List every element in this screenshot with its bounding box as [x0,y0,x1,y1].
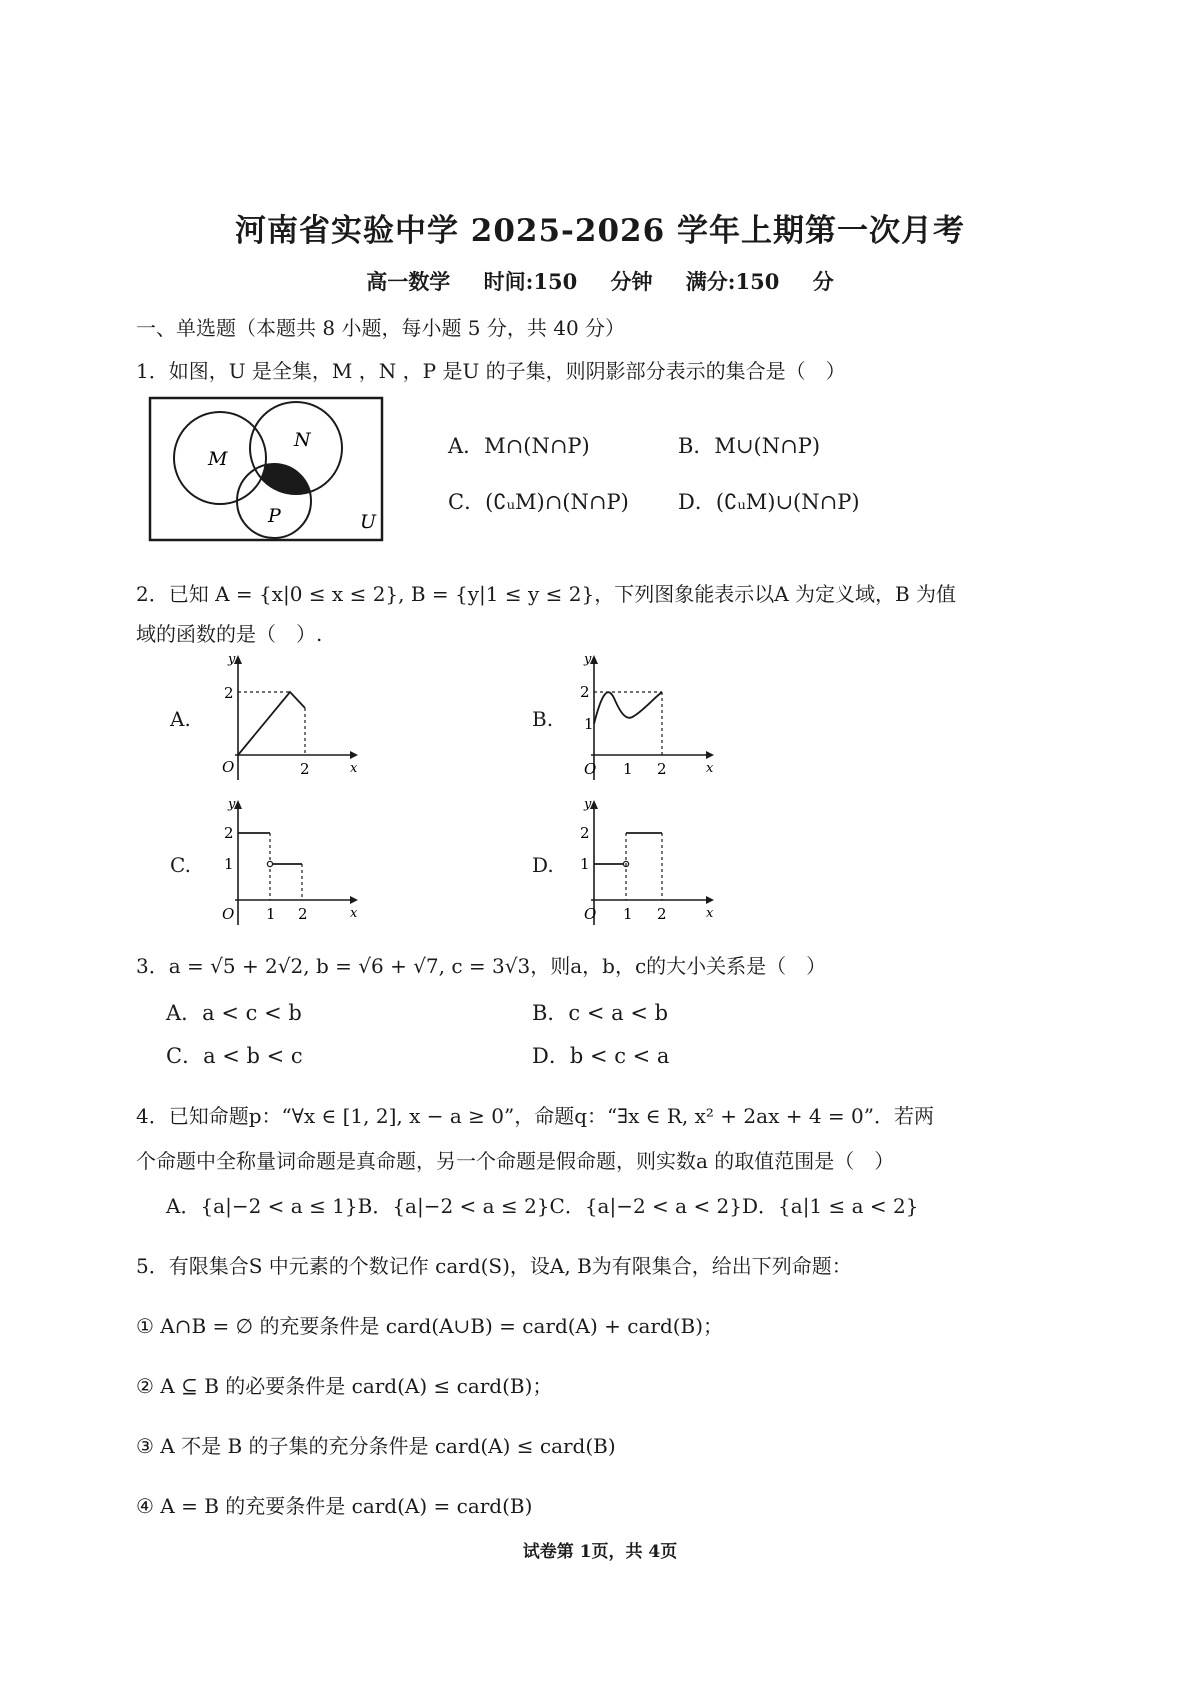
q2-graph-c [210,795,360,930]
q2-graph-a [210,650,360,785]
label-n: N [294,429,311,451]
q4-options[interactable]: A．{a|−2 < a ≤ 1}B．{a|−2 < a ≤ 2}C．{a|−2 < a < 2}D．{a|1 ≤ a < 2} [166,1194,919,1218]
x-axis-label: x [706,761,714,776]
q2-label-b[interactable]: B. [532,707,554,731]
y-axis-label: y [584,797,592,812]
question-4-stem-line1: 4．已知命题p：“∀x ∈ [1, 2], x − a ≥ 0”，命题q：“∃x ∈ R, x² + 2ax + 4 = 0”．若两 [136,1104,934,1128]
tick-2-y: 2 [224,684,234,702]
tick-2-x: 2 [300,760,310,778]
q5-statement-1: ① A∩B = ∅ 的充要条件是 card(A∪B) = card(A) + card(B)； [136,1314,724,1338]
tick-2-y: 2 [224,824,234,842]
q2-label-d[interactable]: D. [532,853,554,877]
q3-option-c[interactable]: C．a < b < c [166,1044,303,1068]
exam-subtitle: 高一数学 时间:150 分钟 满分:150 分 [366,269,834,294]
tick-2-x: 2 [657,905,667,923]
label-u: U [360,511,377,533]
tick-2-x: 2 [298,905,308,923]
origin-label: O [222,905,235,923]
section-heading: 一、单选题（本题共 8 小题，每小题 5 分，共 40 分） [136,316,626,340]
q5-statement-4: ④ A = B 的充要条件是 card(A) = card(B) [136,1494,533,1518]
origin-label: O [222,758,235,776]
tick-1-y: 1 [224,855,234,873]
origin-label: O [584,760,597,778]
question-4-stem-line2: 个命题中全称量词命题是真命题，另一个命题是假命题，则实数a 的取值范围是（ ） [136,1149,895,1173]
tick-1-x: 1 [623,905,633,923]
question-5-stem: 5．有限集合S 中元素的个数记作 card(S)，设A, B为有限集合，给出下列命题： [136,1254,852,1278]
q5-statement-2: ② A ⊆ B 的必要条件是 card(A) ≤ card(B)； [136,1374,553,1398]
q2-graph-d [566,795,716,930]
q1-option-a[interactable]: A．M∩(N∩P) [448,434,590,458]
q1-option-c[interactable]: C．(∁ᵤM)∩(N∩P) [448,490,629,514]
x-axis-label: x [706,906,714,921]
q2-label-c[interactable]: C. [170,853,191,877]
q5-statement-3: ③ A 不是 B 的子集的充分条件是 card(A) ≤ card(B) [136,1434,616,1458]
x-axis-label: x [350,761,358,776]
question-1-stem: 1．如图，U 是全集，M ，N ，P 是U 的子集，则阴影部分表示的集合是（ ） [136,359,846,383]
label-m: M [208,448,228,470]
origin-label: O [584,905,597,923]
tick-2-x: 2 [657,760,667,778]
tick-1-x: 1 [266,905,276,923]
y-axis-label: y [228,652,236,667]
venn-diagram [148,396,386,544]
q3-option-a[interactable]: A．a < c < b [166,1001,302,1025]
y-axis-label: y [228,797,236,812]
question-2-stem-line2: 域的函数的是（ ）. [136,622,323,646]
q1-option-b[interactable]: B．M∪(N∩P) [678,434,821,458]
tick-1-y: 1 [580,855,590,873]
x-axis-label: x [350,906,358,921]
q2-label-a[interactable]: A. [170,707,191,731]
tick-1-x: 1 [623,760,633,778]
question-3-stem: 3．a = √5 + 2√2, b = √6 + √7, c = 3√3，则a，b，c的大小关系是（ ） [136,954,827,978]
question-2-stem-line1: 2．已知 A = {x|0 ≤ x ≤ 2}, B = {y|1 ≤ y ≤ 2}，下列图象能表示以A 为定义域，B 为值 [136,582,957,606]
tick-1-y: 1 [584,715,594,733]
y-axis-label: y [584,652,592,667]
q3-option-b[interactable]: B．c < a < b [532,1001,669,1025]
label-p: P [268,505,281,527]
tick-2-y: 2 [580,683,590,701]
page-footer: 试卷第 1页，共 4页 [522,1542,678,1562]
q1-option-d[interactable]: D．(∁ᵤM)∪(N∩P) [678,490,860,514]
tick-2-y: 2 [580,824,590,842]
q2-graph-b [566,650,716,785]
exam-title: 河南省实验中学 2025-2026 学年上期第一次月考 [234,213,965,249]
q3-option-d[interactable]: D．b < c < a [532,1044,670,1068]
